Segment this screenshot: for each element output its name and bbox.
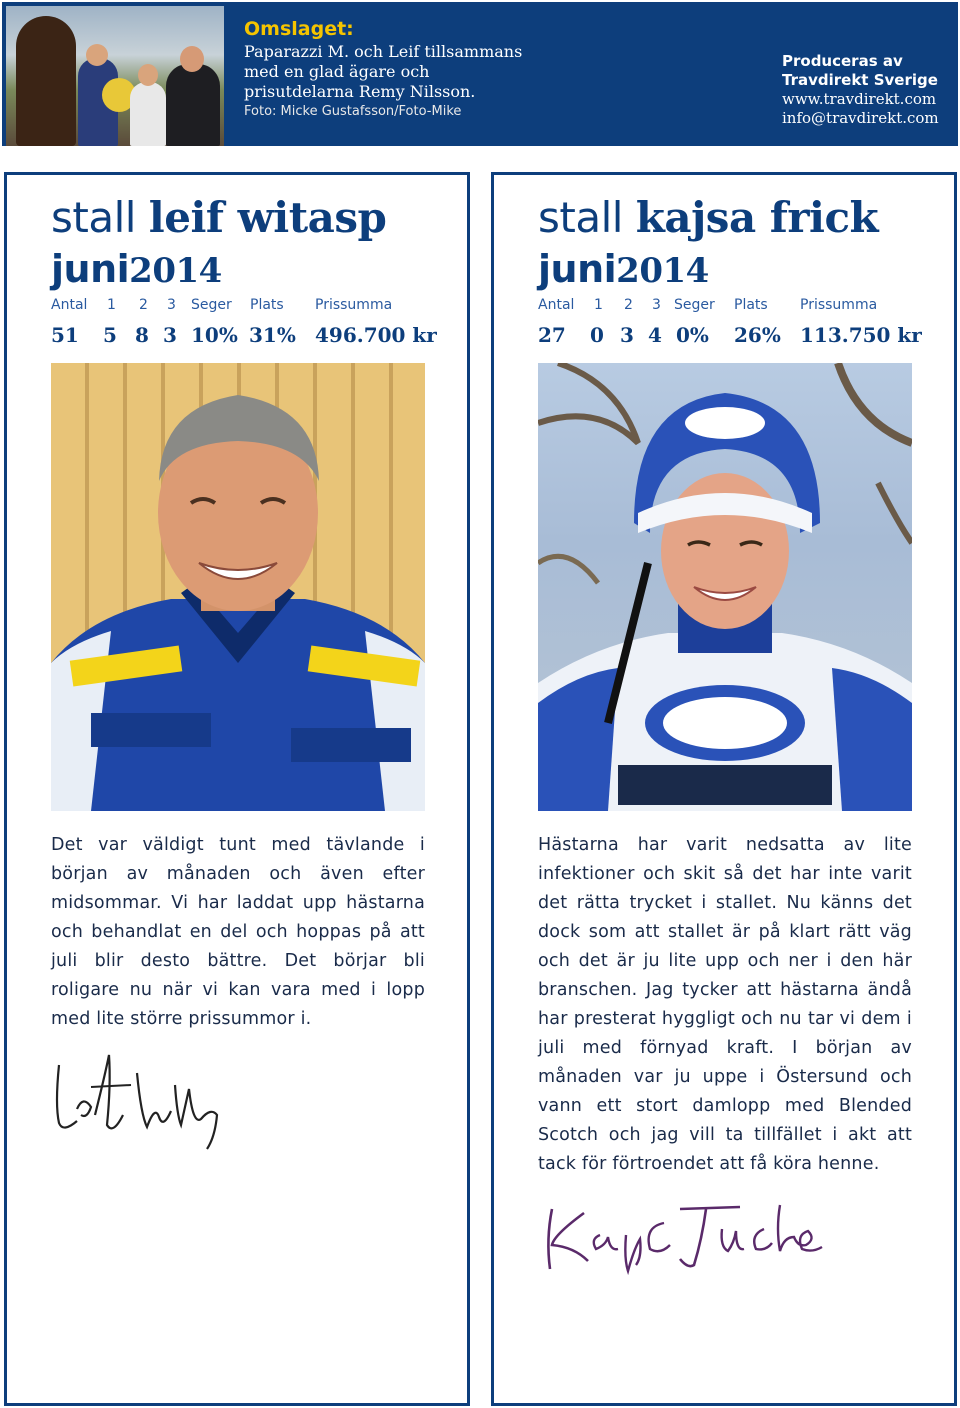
stat-value-plats: 26% (734, 323, 781, 347)
stable-title (538, 193, 878, 242)
stat-value-first: 0 (590, 323, 604, 347)
stat-value-prissumma: 113.750 kr (800, 323, 922, 347)
cover-photo (6, 6, 224, 146)
stable-panel-kajsa-frick (491, 172, 957, 1406)
stat-value-seger: 10% (191, 323, 238, 347)
cover-caption: Paparazzi M. och Leif tillsammans med en glad ägare och prisutdelarna Remy Nilsson. (244, 42, 523, 101)
stat-value-plats: 31% (249, 323, 296, 347)
trainer-portrait (538, 363, 912, 811)
stat-label-first: 1 (594, 297, 603, 313)
signature-image (51, 1045, 231, 1155)
stat-label-antal: Antal (538, 297, 575, 313)
stat-value-antal: 51 (51, 323, 79, 347)
period-year: 2014 (129, 251, 222, 291)
stable-report-text: Hästarna har varit nedsatta av lite infektioner och skit så det har inte varit det rätta trycket i stallet. Nu känns det dock som att stallet är på klart rätt väg och det är ju lite upp och ner i den här branschen. Jag tycker att hästarna ändå har presterat hyggligt och nu tar vi dem i juli med förnyad kraft. I början av månaden var ju uppe i Östersund och vann ett stort damlopp med Blended Scotch och jag vill ta tillfället i akt att tack för förtroendet att få köra henne. (538, 835, 912, 1174)
stable-prefix: stall (538, 193, 623, 242)
stat-value-second: 8 (135, 323, 149, 347)
stat-label-antal: Antal (51, 297, 88, 313)
stat-label-prissumma: Prissumma (800, 297, 878, 313)
stable-report-text: Det var väldigt tunt med tävlande i början av månaden och även efter midsommar. Vi har laddat upp hästarna och behandlat en del och hoppas på att juli blir desto bättre. Det börjar bli roligare nu när vi kan vara med i lopp med lite större prissummor i. (51, 835, 425, 1029)
stats-table (538, 297, 938, 357)
period-month: juni (51, 247, 130, 291)
period-month: juni (538, 247, 617, 291)
period-year: 2014 (616, 251, 709, 291)
stat-label-seger: Seger (674, 297, 715, 313)
stable-prefix: stall (51, 193, 136, 242)
stat-label-plats: Plats (734, 297, 768, 313)
stat-value-third: 3 (163, 323, 177, 347)
stat-value-seger: 0% (676, 323, 709, 347)
stable-name: leif witasp (148, 193, 387, 242)
stat-label-third: 3 (167, 297, 176, 313)
producer-name: Travdirekt Sverige (782, 71, 938, 89)
stat-label-first: 1 (107, 297, 116, 313)
stable-name: kajsa frick (635, 193, 879, 242)
stats-table (51, 297, 451, 357)
stat-label-seger: Seger (191, 297, 232, 313)
stable-panel-leif-witasp (4, 172, 470, 1406)
producer-website-link[interactable]: www.travdirekt.com (782, 90, 937, 108)
producer-info (782, 52, 958, 128)
signature-image (544, 1199, 824, 1279)
stat-value-second: 3 (620, 323, 634, 347)
trainer-portrait (51, 363, 425, 811)
stable-period (51, 247, 222, 291)
stat-label-prissumma: Prissumma (315, 297, 393, 313)
stat-label-third: 3 (652, 297, 661, 313)
stat-value-third: 4 (648, 323, 662, 347)
stat-label-second: 2 (139, 297, 148, 313)
photo-credit: Foto: Micke Gustafsson/Foto-Mike (244, 104, 462, 119)
stat-label-second: 2 (624, 297, 633, 313)
cover-caption-block (244, 18, 544, 119)
producer-label: Produceras av (782, 52, 903, 70)
stat-value-first: 5 (103, 323, 117, 347)
stat-label-plats: Plats (250, 297, 284, 313)
producer-email-link[interactable]: info@travdirekt.com (782, 109, 939, 127)
stable-period (538, 247, 709, 291)
cover-title: Omslaget: (244, 18, 354, 40)
header-banner (2, 2, 958, 146)
stable-title (51, 193, 386, 242)
stat-value-prissumma: 496.700 kr (315, 323, 437, 347)
stat-value-antal: 27 (538, 323, 566, 347)
